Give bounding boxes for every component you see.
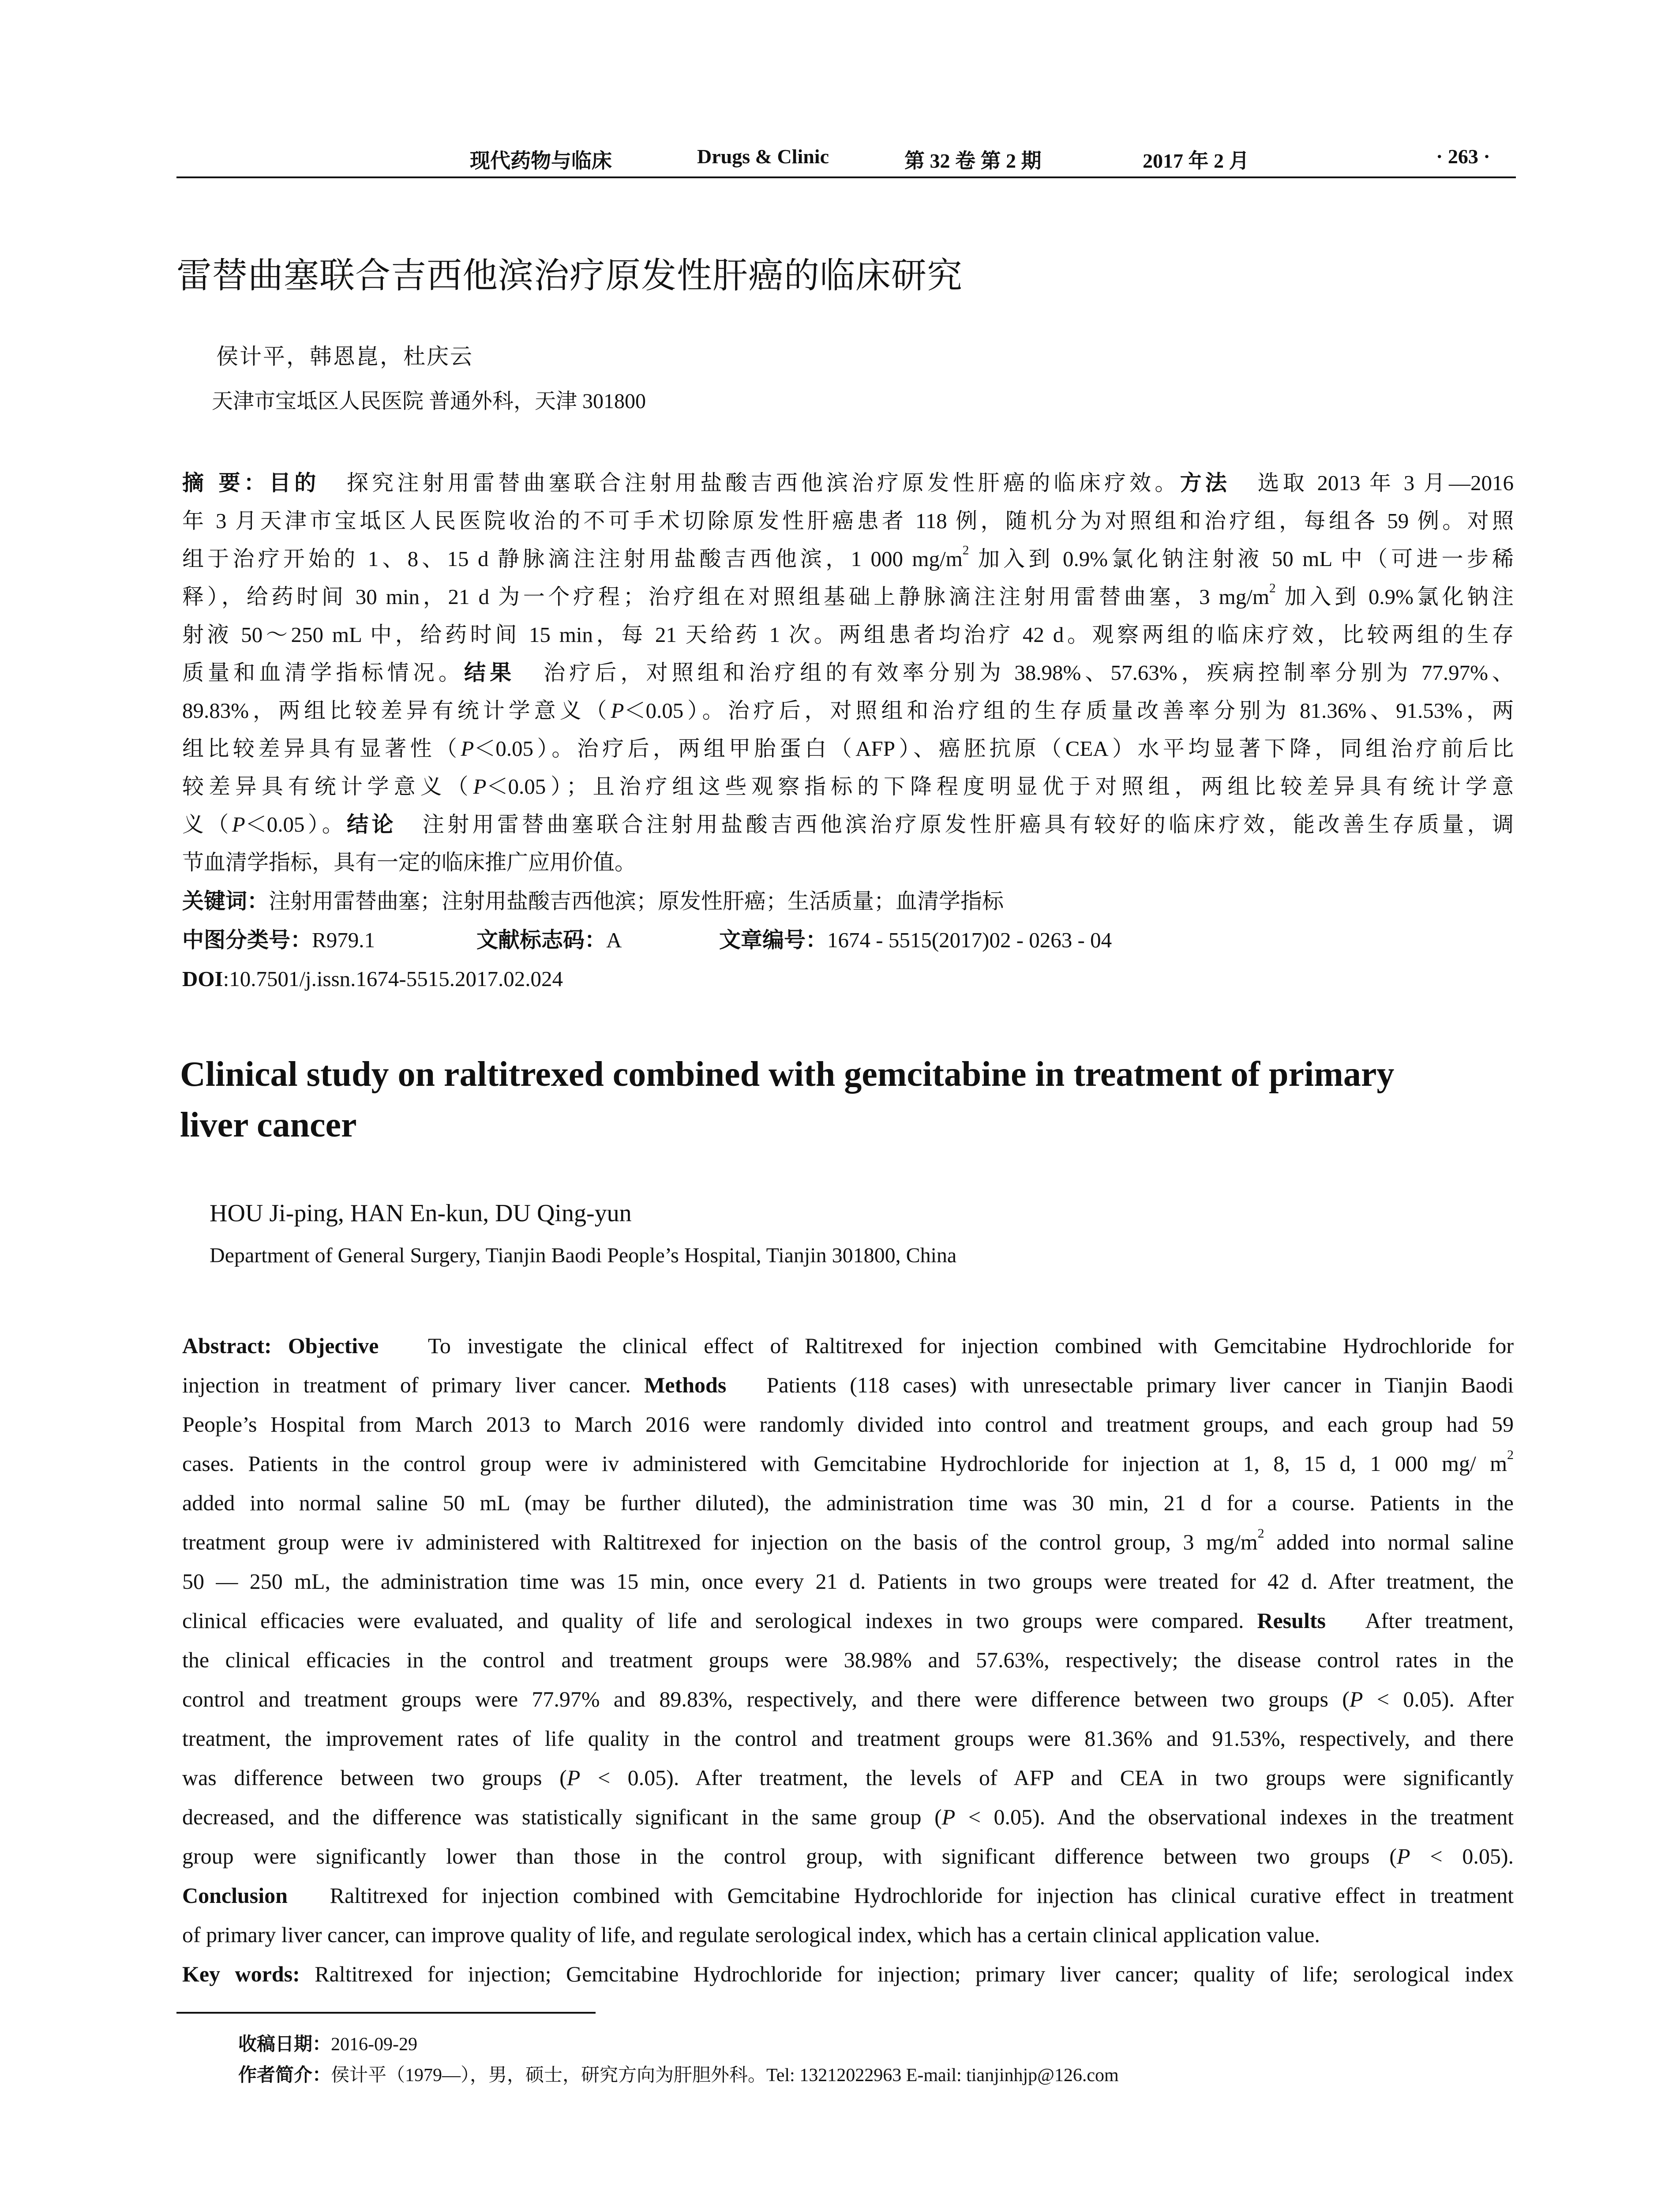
en-abstract-line [182,1838,1514,1874]
cn-text: 质量和血清学指标情况。 [182,660,465,685]
en-text: Patients (118 cases) with unresectable primary liver cancer in Tianjin Baodi [766,1373,1514,1397]
en-text: decreased, and the difference was statistically significant in the same group ( [182,1805,942,1829]
p-symbol: P [566,1765,581,1790]
en-abstract-line [182,1760,1514,1795]
en-affiliation: Department of General Surgery, Tianjin Baodi People’s Hospital, Tianjin 301800, China [210,1244,957,1267]
en-abstract-line [182,1328,1514,1363]
en-title-line: Clinical study on raltitrexed combined with gemcitabine in treatment of primary [180,1055,1395,1094]
cn-keywords-label: 关键词： [182,889,269,914]
cn-results-label: 结果 [464,660,516,685]
cn-abstract-line [182,733,1514,764]
en-abstract-label: Abstract: Objective [182,1333,379,1358]
cn-text: 治疗后，对照组和治疗组的有效率分别为 38.98%、57.63%，疾病控制率分别为 77.97%、 [544,660,1514,685]
doi-value: :10.7501/j.issn.1674-5515.2017.02.024 [223,967,563,991]
en-abstract-line: the clinical efficacies in the control and treatment groups were 38.98% and 57.63%, respectively; the disease control rates in the [182,1647,1514,1672]
cn-text: 加入到 0.9%氯化钠注 [1284,585,1514,609]
p-symbol: P [473,774,487,799]
cn-title: 雷替曲塞联合吉西他滨治疗原发性肝癌的临床研究 [176,255,963,296]
cn-text: 组比较差异具有显著性（ [182,736,461,761]
issue-date: 2017 年 2 月 [1143,150,1249,172]
en-text: To investigate the clinical effect of Raltitrexed for injection combined with Gemcitabine Hydrochloride for [428,1333,1514,1358]
cn-methods-label: 方法 [1180,470,1231,495]
cn-conclusion-label: 结论 [347,812,397,837]
en-methods-label: Methods [644,1373,727,1397]
p-symbol: P [1349,1687,1363,1711]
volume-issue: 第 32 卷 第 2 期 [904,150,1042,172]
superscript: 2 [1507,1448,1514,1462]
en-keywords-text: Raltitrexed for injection; Gemcitabine Hydrochloride for injection; primary liver cancer; quality of life; serological index [315,1962,1514,1986]
cn-affiliation: 天津市宝坻区人民医院 普通外科，天津 301800 [212,390,646,413]
clc-value: R979.1 [312,928,375,952]
running-header [176,140,1516,181]
en-text: control and treatment groups were 77.97% and 89.83%, respectively, and there were difference between two groups ( [182,1687,1350,1711]
cn-abstract-line: 节血清学指标，具有一定的临床推广应用价值。 [182,850,637,874]
cn-text: ＜0.05）。 [245,812,347,837]
footnote-rule [176,2012,596,2014]
en-text: < 0.05). After [1363,1687,1514,1711]
en-conclusion-label: Conclusion [182,1883,288,1908]
author-bio-label: 作者简介： [238,2064,331,2086]
en-title-line: liver cancer [180,1106,357,1144]
en-abstract-line [182,1603,1514,1638]
cn-text: 89.83%，两组比较差异有统计学意义（ [182,698,611,723]
p-symbol: P [941,1805,956,1829]
en-abstract-line: 50 — 250 mL, the administration time was 15 min, once every 21 d. Patients in two groups were treated for 42 d. After treatment, the [182,1569,1514,1594]
superscript: 2 [962,543,969,558]
cn-text: 较差异具有统计学意义（ [182,774,473,799]
en-abstract-line: added into normal saline 50 mL (may be further diluted), the administration time was 30 min, 21 d for a course. Patients in the [182,1490,1514,1515]
page-number: · 263 · [1436,145,1490,168]
en-abstract-line [182,1524,1514,1560]
en-text: < 0.05). And the observational indexes in the treatment [955,1805,1514,1829]
en-text: group were significantly lower than those in the control group, with significant difference between two groups ( [182,1844,1397,1868]
author-bio [238,2060,1119,2087]
cn-article-number [719,925,1112,956]
journal-name-cn: 现代药物与临床 [470,149,612,173]
received-value: 2016-09-29 [331,2034,417,2055]
en-abstract-line [182,1799,1514,1835]
en-authors: HOU Ji-ping, HAN En-kun, DU Qing-yun [210,1200,632,1227]
cn-abstract-line [182,657,1514,688]
en-results-label: Results [1257,1608,1326,1633]
en-abstract-line [182,1446,1514,1481]
doc-code-value: A [606,928,622,952]
author-bio-text: 侯计平（1979—），男，硕士，研究方向为肝胆外科。Tel: 13212022963 E-mail: tianjinhjp@126.com [331,2065,1119,2086]
cn-abstract-line [182,544,1514,574]
en-text: < 0.05). After treatment, the levels of AFP and CEA in two groups were significantly [580,1765,1514,1790]
cn-keywords [182,886,1004,917]
en-text: clinical efficacies were evaluated, and quality of life and serological indexes in two groups were compared. [182,1608,1244,1633]
cn-abstract-line [182,809,1514,840]
cn-authors: 侯计平，韩恩崑，杜庆云 [216,344,473,369]
cn-abstract-label: 摘 要： [182,470,269,495]
article-no-label: 文章编号： [719,927,828,953]
cn-text: ＜0.05）。治疗后，两组甲胎蛋白（AFP）、癌胚抗原（CEA）水平均显著下降，同组治疗前后比 [474,736,1514,761]
cn-objective-label: 目的 [269,470,320,495]
en-text: cases. Patients in the control group were iv administered with Gemcitabine Hydrochloride for injection at 1, 8, 15 d, 1 000 mg/ m [182,1451,1507,1476]
en-abstract-line: of primary liver cancer, can improve quality of life, and regulate serological index, which has a certain clinical application value. [182,1922,1320,1947]
cn-abstract-line [182,695,1514,726]
cn-objective-text: 探究注射用雷替曲塞联合注射用盐酸吉西他滨治疗原发性肝癌的临床疗效。 [346,471,1180,495]
received-date [238,2030,417,2056]
en-abstract-line [182,1681,1514,1717]
cn-text: ＜0.05）；且治疗组这些观察指标的下降程度明显优于对照组，两组比较差异具有统计学意 [486,774,1514,799]
doi [182,964,563,994]
cn-text: 注射用雷替曲塞联合注射用盐酸吉西他滨治疗原发性肝癌具有较好的临床疗效，能改善生存质量，调 [422,812,1514,837]
cn-text: ＜0.05）。治疗后，对照组和治疗组的生存质量改善率分别为 81.36%、91.53%，两 [624,698,1514,723]
superscript: 2 [1269,581,1276,596]
en-text: was difference between two groups ( [182,1765,567,1790]
cn-text: 组于治疗开始的 1、8、15 d 静脉滴注注射用盐酸吉西他滨，1 000 mg/m [182,547,963,571]
header-rule [176,176,1516,178]
cn-abstract-line [182,771,1514,802]
cn-methods-text: 选取 2013 年 3 月—2016 [1257,471,1514,495]
cn-text: 加入到 0.9%氯化钠注射液 50 mL 中（可进一步稀 [978,547,1514,571]
cn-abstract-line: 年 3 月天津市宝坻区人民医院收治的不可手术切除原发性肝癌患者 118 例，随机分为对照组和治疗组，每组各 59 例。对照 [182,509,1514,533]
cn-text: 义（ [182,812,232,837]
cn-doc-code [476,925,622,956]
en-text: added into normal saline [1276,1530,1514,1554]
en-text: Raltitrexed for injection combined with Gemcitabine Hydrochloride for injection has clinical curative effect in treatment [330,1883,1514,1908]
superscript: 2 [1257,1526,1264,1541]
p-symbol: P [461,736,474,761]
en-text: treatment group were iv administered with Raltitrexed for injection on the basis of the control group, 3 mg/m [182,1530,1258,1554]
en-text: injection in treatment of primary liver cancer. [182,1373,631,1397]
received-label: 收稿日期： [238,2033,331,2055]
cn-abstract-line [182,582,1514,612]
en-keywords [182,1956,1514,1992]
p-symbol: P [611,698,624,723]
cn-abstract-line: 射液 50～250 mL 中，给药时间 15 min，每 21 天给药 1 次。两组患者均治疗 42 d。观察两组的临床疗效，比较两组的生存 [182,623,1514,647]
p-symbol: P [232,812,245,837]
article-no-value: 1674 - 5515(2017)02 - 0263 - 04 [827,928,1112,952]
en-text: After treatment, [1365,1608,1514,1633]
doi-label: DOI [182,967,223,991]
en-abstract-line [182,1367,1514,1403]
cn-text: 释），给药时间 30 min，21 d 为一个疗程；治疗组在对照组基础上静脉滴注注射用雷替曲塞，3 mg/m [182,585,1269,609]
clc-label: 中图分类号： [182,927,312,953]
en-keywords-label: Key words: [182,1962,300,1986]
cn-classification [182,925,375,956]
cn-keywords-text: 注射用雷替曲塞；注射用盐酸吉西他滨；原发性肝癌；生活质量；血清学指标 [269,889,1004,913]
en-text: < 0.05). [1410,1844,1514,1868]
doc-code-label: 文献标志码： [476,927,607,953]
en-abstract-line: treatment, the improvement rates of life quality in the control and treatment groups were 81.36% and 91.53%, respectively, and there [182,1726,1514,1751]
en-abstract-line [182,1878,1514,1913]
en-abstract-line: People’s Hospital from March 2013 to March 2016 were randomly divided into control and treatment groups, and each group had 59 [182,1412,1514,1437]
p-symbol: P [1396,1844,1410,1868]
cn-abstract-line [182,468,1514,499]
journal-name-en: Drugs & Clinic [697,145,829,168]
